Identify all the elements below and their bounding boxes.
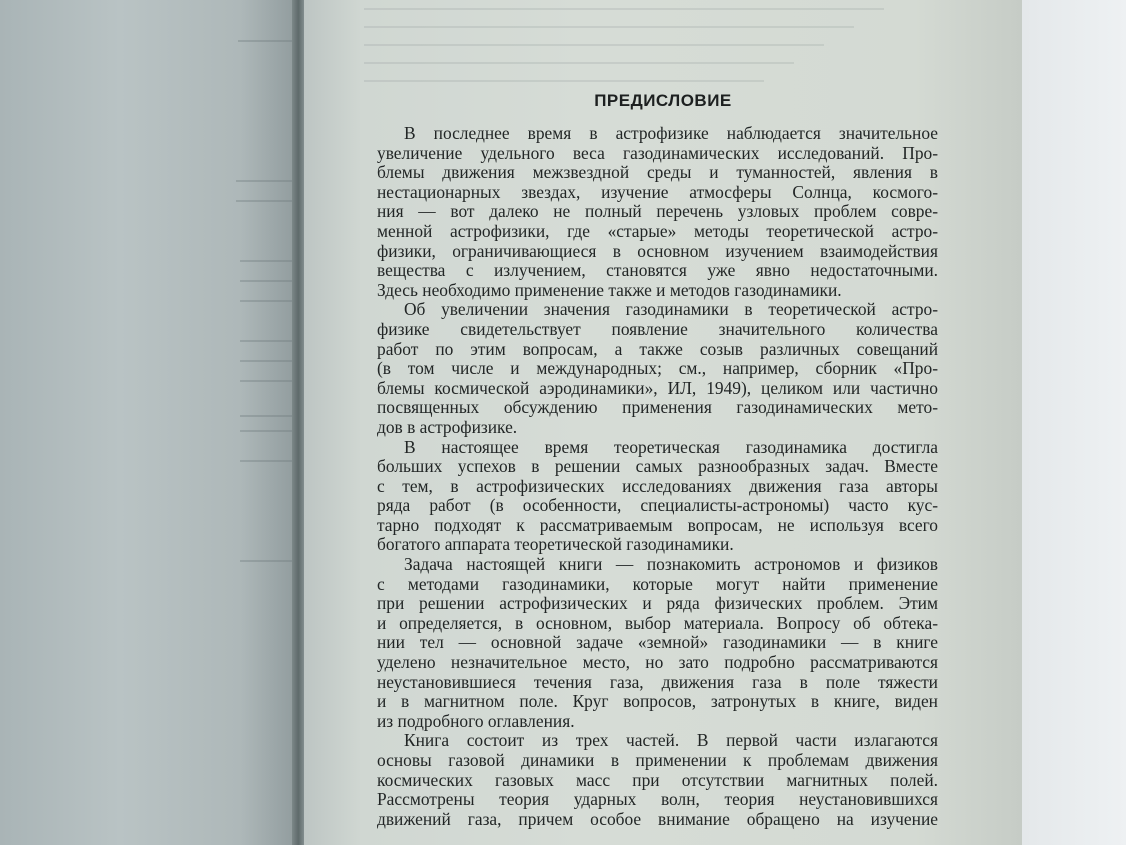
text-line: дов в астрофизике. xyxy=(377,417,518,437)
text-line: нии тел — основной задаче «земной» газодинамики — в книге xyxy=(377,633,938,653)
text-line: и в магнитном поле. Круг вопросов, затронутых в книге, виден xyxy=(377,692,938,712)
paragraph xyxy=(377,438,938,556)
text-line: богатого аппарата теоретической газодинамики. xyxy=(377,535,734,555)
text-line: В последнее время в астрофизике наблюдается значительное xyxy=(404,124,938,143)
ghost-text-mark xyxy=(240,260,300,262)
background-surface xyxy=(1022,0,1126,845)
text-line: движений газа, причем особое внимание обращено на изучение xyxy=(377,809,938,829)
bleed-through-mark xyxy=(364,62,794,64)
text-line: Рассмотрены теория ударных волн, теория неустановившихся xyxy=(377,790,938,810)
paragraph xyxy=(377,300,938,437)
text-line: больших успехов в решении самых разнообразных задач. Вместе xyxy=(377,457,938,477)
left-page xyxy=(0,0,300,845)
text-line: физики, ограничивающиеся в основном изучением взаимодействия xyxy=(377,241,938,261)
text-line: и определяется, в основном, выбор материала. Вопросу об обтека- xyxy=(377,613,938,633)
ghost-text-mark xyxy=(240,380,300,382)
text-line: вещества с излучением, становятся уже явно недостаточными. xyxy=(377,261,938,281)
paragraph xyxy=(377,731,938,829)
text-line: В настоящее время теоретическая газодинамика достигла xyxy=(404,437,938,457)
bleed-through-mark xyxy=(364,8,884,10)
bleed-through-mark xyxy=(364,44,824,46)
text-line: неустановившиеся течения газа, движения газа в поле тяжести xyxy=(377,672,938,692)
bleed-through-mark xyxy=(364,80,764,82)
text-line: блемы космической аэродинамики», ИЛ, 1949), целиком или частично xyxy=(377,378,938,398)
text-line: менной астрофизики, где «старые» методы теоретической астро- xyxy=(377,221,938,241)
text-line: блемы движения межзвездной среды и туманностей, явления в xyxy=(377,163,938,183)
ghost-text-mark xyxy=(238,40,298,42)
ghost-text-mark xyxy=(240,360,300,362)
ghost-text-mark xyxy=(240,430,300,432)
text-line: ния — вот далеко не полный перечень узловых проблем совре- xyxy=(377,202,938,222)
ghost-text-mark xyxy=(236,200,296,202)
ghost-text-mark xyxy=(240,300,300,302)
text-line: Книга состоит из трех частей. В первой части излагаются xyxy=(404,731,938,751)
text-line: ряда работ (в особенности, специалисты-астрономы) часто кус- xyxy=(377,496,938,516)
text-line: при решении астрофизических и ряда физических проблем. Этим xyxy=(377,594,938,614)
ghost-text-mark xyxy=(240,280,300,282)
ghost-text-mark xyxy=(236,180,296,182)
ghost-text-mark xyxy=(240,560,300,562)
text-line: с тем, в астрофизических исследованиях движения газа авторы xyxy=(377,476,938,496)
ghost-text-mark xyxy=(240,460,300,462)
text-line: тарно подходят к рассматриваемым вопросам, не используя всего xyxy=(377,515,938,535)
text-line: уделено незначительное место, но зато подробно рассматриваются xyxy=(377,653,938,673)
text-line: Здесь необходимо применение также и методов газодинамики. xyxy=(377,280,842,300)
text-line: нестационарных звездах, изучение атмосферы Солнца, космого- xyxy=(377,182,938,202)
text-line: (в том числе и международных; см., например, сборник «Про- xyxy=(377,359,938,379)
text-line: из подробного оглавления. xyxy=(377,711,575,731)
page-title: ПРЕДИСЛОВИЕ xyxy=(594,91,732,110)
text-line: космических газовых масс при отсутствии магнитных полей. xyxy=(377,770,938,790)
text-line: Об увеличении значения газодинамики в теоретической астро- xyxy=(404,300,938,320)
text-line: работ по этим вопросам, а также созыв различных совещаний xyxy=(377,339,938,359)
text-line: увеличение удельного веса газодинамических исследований. Про- xyxy=(377,143,938,163)
ghost-text-mark xyxy=(240,415,300,417)
text-line: посвященных обсуждению применения газодинамических мето- xyxy=(377,398,938,418)
text-line: Задача настоящей книги — познакомить астрономов и физиков xyxy=(404,555,938,575)
bleed-through-mark xyxy=(364,26,854,28)
ghost-text-mark xyxy=(240,340,300,342)
paragraph xyxy=(377,124,938,300)
paragraph xyxy=(377,555,938,731)
preface-body xyxy=(377,124,938,829)
text-line: с методами газодинамики, которые могут найти применение xyxy=(377,574,938,594)
text-line: основы газовой динамики в применении к проблемам движения xyxy=(377,751,938,770)
text-line: физике свидетельствует появление значительного количества xyxy=(377,319,938,339)
